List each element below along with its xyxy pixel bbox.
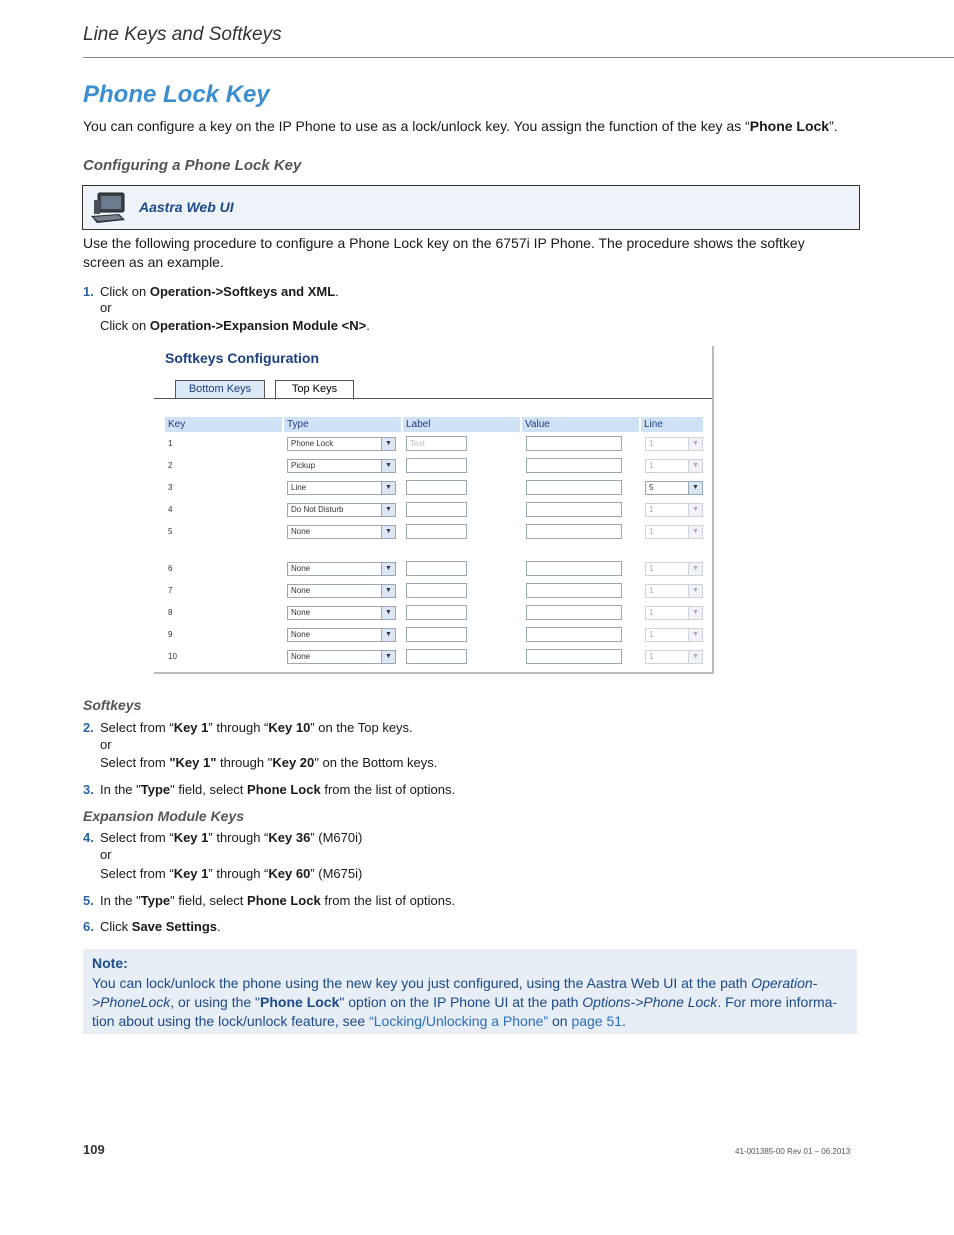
procedure-line-2: screen as an example. xyxy=(83,254,224,270)
step-1: 1. Click on Operation->Softkeys and XML. or Click on Operation->Expansion Module <N>. xyxy=(83,284,370,333)
row-9-key: 9 xyxy=(168,630,173,639)
row-4-key: 4 xyxy=(168,505,173,514)
row-10-line-select: 1 ▼ xyxy=(645,650,703,664)
header-rule xyxy=(83,57,954,58)
chevron-down-icon: ▼ xyxy=(381,651,395,663)
row-2-type-select[interactable]: Pickup ▼ xyxy=(287,459,396,473)
softkeys-config-title: Softkeys Configuration xyxy=(165,350,320,366)
row-5-key: 5 xyxy=(168,527,173,536)
tab-bottom-keys[interactable]: Bottom Keys xyxy=(175,380,265,399)
row-10-value-input[interactable] xyxy=(526,649,622,664)
row-3-line-select[interactable]: 5 ▼ xyxy=(645,481,703,495)
step-2: 2. Select from “Key 1” through “Key 10” on the Top keys. or Select from "Key 1" through "Key 20" on the Bottom keys. xyxy=(83,720,438,770)
row-10-type-select[interactable]: None ▼ xyxy=(287,650,396,664)
row-5-line-select: 1 ▼ xyxy=(645,525,703,539)
row-5-label-input[interactable] xyxy=(406,524,467,539)
row-9-label-input[interactable] xyxy=(406,627,467,642)
row-7-key: 7 xyxy=(168,586,173,595)
subhead-expansion-module-keys: Expansion Module Keys xyxy=(83,808,245,824)
subhead-softkeys: Softkeys xyxy=(83,697,142,713)
note-text: You can lock/unlock the phone using the new key you just configured, using the Aastra Web UI at the path Operation->PhoneLock, or using the "Phone Lock" option on the IP Phone UI at the path Options->Phone Lock. For more informa-tion about using the lock/unlock feature, see “Locking/Unlocking a Phone” on page 51. xyxy=(92,975,838,1029)
row-1-value-input[interactable] xyxy=(526,436,622,451)
row-5-type-select[interactable]: None ▼ xyxy=(287,525,396,539)
step-5: 5. In the "Type" field, select Phone Lock from the list of options. xyxy=(83,893,456,908)
tab-rule xyxy=(154,398,712,399)
row-8-label-input[interactable] xyxy=(406,605,467,620)
row-7-type-select[interactable]: None ▼ xyxy=(287,584,396,598)
row-3-value-input[interactable] xyxy=(526,480,622,495)
step-4: 4. Select from “Key 1” through “Key 36” (M670i) or Select from “Key 1” through “Key 60” (M675i) xyxy=(83,830,363,881)
chevron-down-icon: ▼ xyxy=(688,629,702,641)
col-line: Line xyxy=(641,417,703,432)
col-key: Key xyxy=(165,417,282,432)
chevron-down-icon: ▼ xyxy=(688,438,702,450)
row-1-type-select[interactable]: Phone Lock ▼ xyxy=(287,437,396,451)
aastra-webui-banner xyxy=(82,185,860,230)
page-title: Phone Lock Key xyxy=(83,81,270,108)
page-number: 109 xyxy=(83,1142,105,1157)
row-6-type-select[interactable]: None ▼ xyxy=(287,562,396,576)
computer-monitor-icon xyxy=(89,190,129,226)
subhead-configuring: Configuring a Phone Lock Key xyxy=(83,157,302,174)
document-id: 41-001385-00 Rev 01 – 06.2013 xyxy=(735,1147,851,1156)
row-8-line-select: 1 ▼ xyxy=(645,606,703,620)
intro-paragraph: You can configure a key on the IP Phone to use as a lock/unlock key. You assign the function of the key as “Phone Lock”. xyxy=(83,118,838,134)
row-1-label-input[interactable]: Test xyxy=(406,436,467,451)
chevron-down-icon: ▼ xyxy=(381,563,395,575)
running-header: Line Keys and Softkeys xyxy=(83,24,282,45)
step-3: 3. In the "Type" field, select Phone Lock from the list of options. xyxy=(83,782,456,797)
row-9-value-input[interactable] xyxy=(526,627,622,642)
col-value: Value xyxy=(522,417,639,432)
row-6-key: 6 xyxy=(168,564,173,573)
chevron-down-icon: ▼ xyxy=(688,585,702,597)
row-4-type-select[interactable]: Do Not Disturb ▼ xyxy=(287,503,396,517)
row-3-label-input[interactable] xyxy=(406,480,467,495)
row-4-line-select: 1 ▼ xyxy=(645,503,703,517)
chevron-down-icon: ▼ xyxy=(688,482,702,494)
row-8-type-select[interactable]: None ▼ xyxy=(287,606,396,620)
row-1-key: 1 xyxy=(168,439,173,448)
link-page-51[interactable]: page 51 xyxy=(571,1013,623,1029)
row-8-key: 8 xyxy=(168,608,173,617)
row-10-key: 10 xyxy=(168,652,177,661)
chevron-down-icon: ▼ xyxy=(381,526,395,538)
chevron-down-icon: ▼ xyxy=(688,526,702,538)
chevron-down-icon: ▼ xyxy=(688,460,702,472)
row-8-value-input[interactable] xyxy=(526,605,622,620)
chevron-down-icon: ▼ xyxy=(381,482,395,494)
step-6: 6. Click Save Settings. xyxy=(83,919,221,934)
row-3-type-select[interactable]: Line ▼ xyxy=(287,481,396,495)
softkeys-configuration-screenshot xyxy=(154,346,714,674)
row-7-value-input[interactable] xyxy=(526,583,622,598)
col-label: Label xyxy=(403,417,520,432)
chevron-down-icon: ▼ xyxy=(688,607,702,619)
link-locking-unlocking[interactable]: “Locking/Unlocking a Phone” xyxy=(369,1013,549,1029)
row-2-value-input[interactable] xyxy=(526,458,622,473)
row-2-line-select: 1 ▼ xyxy=(645,459,703,473)
chevron-down-icon: ▼ xyxy=(381,460,395,472)
chevron-down-icon: ▼ xyxy=(381,629,395,641)
chevron-down-icon: ▼ xyxy=(688,651,702,663)
row-5-value-input[interactable] xyxy=(526,524,622,539)
tab-top-keys[interactable]: Top Keys xyxy=(275,380,354,400)
row-1-line-select: 1 ▼ xyxy=(645,437,703,451)
note-title: Note: xyxy=(92,955,128,971)
row-9-line-select: 1 ▼ xyxy=(645,628,703,642)
chevron-down-icon: ▼ xyxy=(381,585,395,597)
chevron-down-icon: ▼ xyxy=(381,504,395,516)
note-box xyxy=(83,949,857,1034)
row-6-line-select: 1 ▼ xyxy=(645,562,703,576)
row-4-label-input[interactable] xyxy=(406,502,467,517)
row-2-label-input[interactable] xyxy=(406,458,467,473)
chevron-down-icon: ▼ xyxy=(688,563,702,575)
webui-label: Aastra Web UI xyxy=(139,199,234,215)
row-3-key: 3 xyxy=(168,483,173,492)
row-4-value-input[interactable] xyxy=(526,502,622,517)
row-10-label-input[interactable] xyxy=(406,649,467,664)
chevron-down-icon: ▼ xyxy=(381,438,395,450)
chevron-down-icon: ▼ xyxy=(688,504,702,516)
row-6-label-input[interactable] xyxy=(406,561,467,576)
row-9-type-select[interactable]: None ▼ xyxy=(287,628,396,642)
chevron-down-icon: ▼ xyxy=(381,607,395,619)
row-6-value-input[interactable] xyxy=(526,561,622,576)
col-type: Type xyxy=(284,417,401,432)
row-2-key: 2 xyxy=(168,461,173,470)
row-7-label-input[interactable] xyxy=(406,583,467,598)
row-7-line-select: 1 ▼ xyxy=(645,584,703,598)
procedure-line-1: Use the following procedure to configure a Phone Lock key on the 6757i IP Phone. The procedure shows the softkey xyxy=(83,235,805,251)
